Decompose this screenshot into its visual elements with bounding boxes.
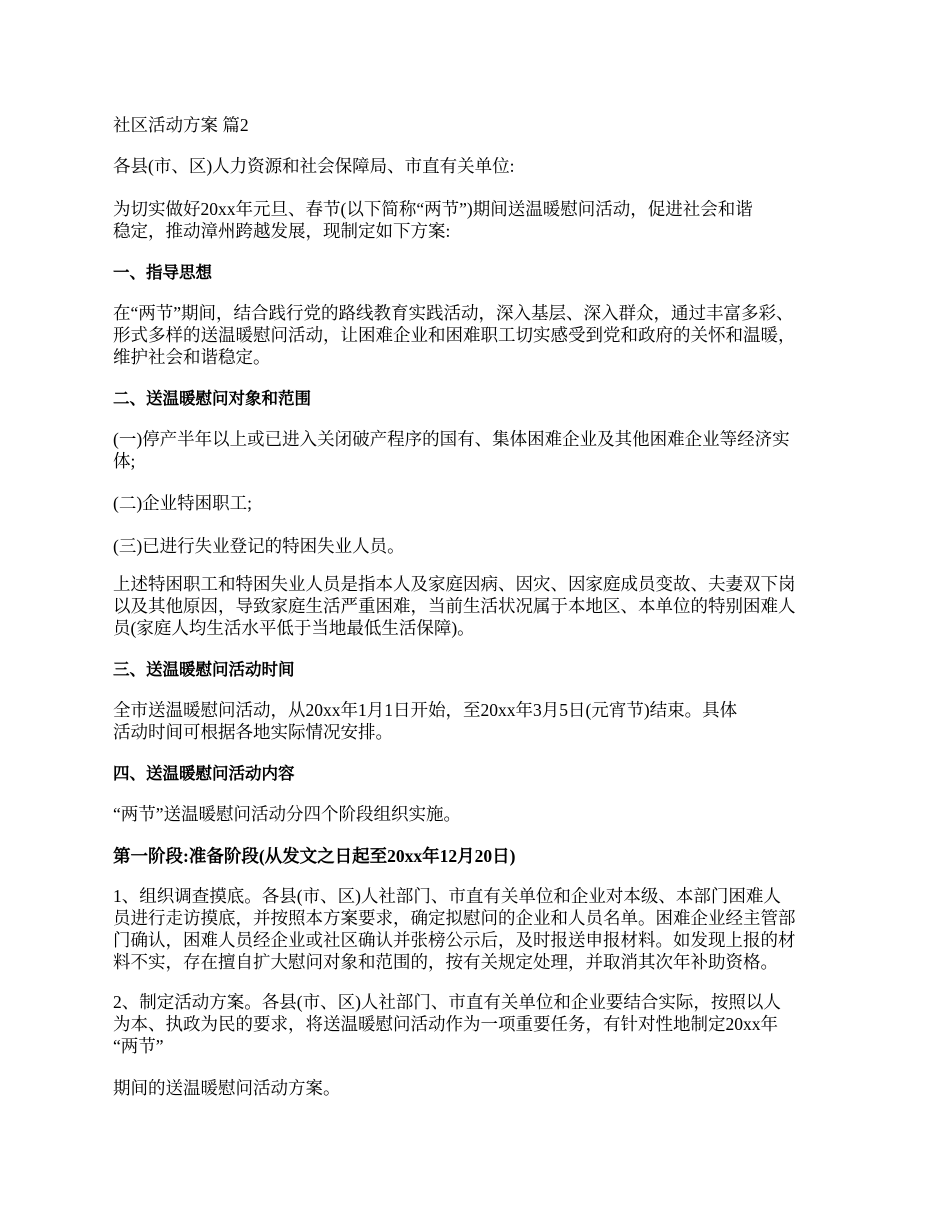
intro-paragraph: 为切实做好20xx年元旦、春节(以下简称“两节”)期间送温暖慰问活动，促进社会和谐 稳定，推动漳州跨越发展，现制定如下方案:: [113, 199, 753, 241]
section-2-item-1: (一)停产半年以上或已进入关闭破产程序的国有、集体困难企业及其他困难企业等经济实 体;: [113, 429, 790, 471]
section-2-item-3: (三)已进行失业登记的特困失业人员。: [113, 536, 405, 556]
section-4-heading: 四、送温暖慰问活动内容: [113, 765, 295, 783]
section-2-note: 上述特困职工和特困失业人员是指本人及家庭因病、因灾、因家庭成员变故、夫妻双下岗 以及其他原因，导致家庭生活严重困难，当前生活状况属于本地区、本单位的特别困难人 员(家庭人均生活水平低于当地最低生活保障)。: [113, 574, 796, 638]
document-title: 社区活动方案 篇2: [113, 115, 249, 135]
section-2-heading: 二、送温暖慰问对象和范围: [113, 390, 311, 408]
section-1-heading: 一、指导思想: [113, 264, 212, 282]
section-1-body: 在“两节”期间，结合践行党的路线教育实践活动，深入基层、深入群众，通过丰富多彩、 形式多样的送温暖慰问活动，让困难企业和困难职工切实感受到党和政府的关怀和温暖， 维护社会和谐稳定。: [113, 303, 796, 367]
salutation: 各县(市、区)人力资源和社会保障局、市直有关单位:: [113, 156, 515, 176]
section-3-heading: 三、送温暖慰问活动时间: [113, 661, 295, 679]
section-2-item-2: (二)企业特困职工;: [113, 493, 253, 513]
section-4-intro: “两节”送温暖慰问活动分四个阶段组织实施。: [113, 804, 462, 824]
phase-1-heading: 第一阶段:准备阶段(从发文之日起至20xx年12月20日): [113, 846, 516, 866]
section-3-body: 全市送温暖慰问活动，从20xx年1月1日开始，至20xx年3月5日(元宵节)结束。具体 活动时间可根据各地实际情况安排。: [113, 700, 738, 742]
phase-1-item-2-continued: 期间的送温暖慰问活动方案。: [113, 1078, 341, 1098]
phase-1-item-1: 1、组织调查摸底。各县(市、区)人社部门、市直有关单位和企业对本级、本部门困难人 员进行走访摸底，并按照本方案要求，确定拟慰问的企业和人员名单。困难企业经主管部 门确认，困难人员经企业或社区确认并张榜公示后，及时报送申报材料。如发现上报的材 料不实，存在擅自扩大慰问对象和范围的，按有关规定处理，并取消其次年补助资格。: [113, 886, 796, 972]
phase-1-item-2: 2、制定活动方案。各县(市、区)人社部门、市直有关单位和企业要结合实际，按照以人 为本、执政为民的要求，将送温暖慰问活动作为一项重要任务，有针对性地制定20xx年 “两节”: [113, 992, 781, 1056]
